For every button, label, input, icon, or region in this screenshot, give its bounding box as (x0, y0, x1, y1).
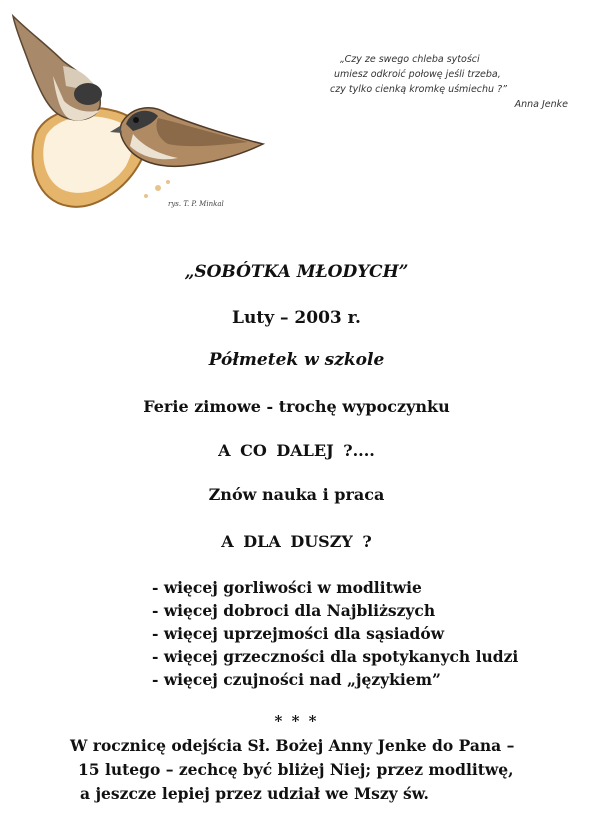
a-dla-duszy-line: A DLA DUSZY ? (221, 532, 372, 551)
resolutions-list (152, 576, 552, 691)
bulletin-title: „SOBÓTKA MŁODYCH” (184, 262, 409, 282)
znow-line: Znów nauka i praca (208, 485, 385, 504)
issue-date: Luty – 2003 r. (232, 308, 361, 328)
ferie-line: Ferie zimowe - trochę wypoczynku (143, 397, 450, 416)
quote-line: „Czy ze swego chleba sytości (340, 54, 480, 65)
closing-paragraph (70, 734, 590, 806)
quote-line: umiesz odkroić połowę jeśli trzeba, (334, 69, 501, 80)
list-item: - więcej czujności nad „językiem” (152, 670, 441, 689)
list-item: - więcej uprzejmości dla sąsiadów (152, 624, 445, 643)
a-co-dalej-line: A CO DALEJ ?.... (218, 441, 375, 460)
sparrows-bread-illustration (8, 6, 278, 221)
closing-line: W rocznicę odejścia Sł. Bożej Anny Jenke do Pana – (70, 736, 515, 755)
list-item: - więcej gorliwości w modlitwie (152, 578, 422, 597)
quote-author: Anna Jenke (514, 99, 568, 110)
quote-line: czy tylko cienką kromkę uśmiechu ?” (330, 84, 508, 95)
closing-line: a jeszcze lepiej przez udział we Mszy św. (80, 784, 429, 803)
closing-line: 15 lutego – zechcę być bliżej Niej; przez modlitwę, (78, 760, 514, 779)
illustration-credit: rys. T. P. Minkal (168, 200, 224, 208)
list-item: - więcej dobroci dla Najbliższych (152, 601, 436, 620)
list-item: - więcej grzeczności dla spotykanych ludzi (152, 647, 519, 666)
separator: * * * (274, 712, 319, 730)
epigraph-quote (330, 52, 570, 112)
subtitle: Półmetek w szkole (208, 350, 385, 370)
